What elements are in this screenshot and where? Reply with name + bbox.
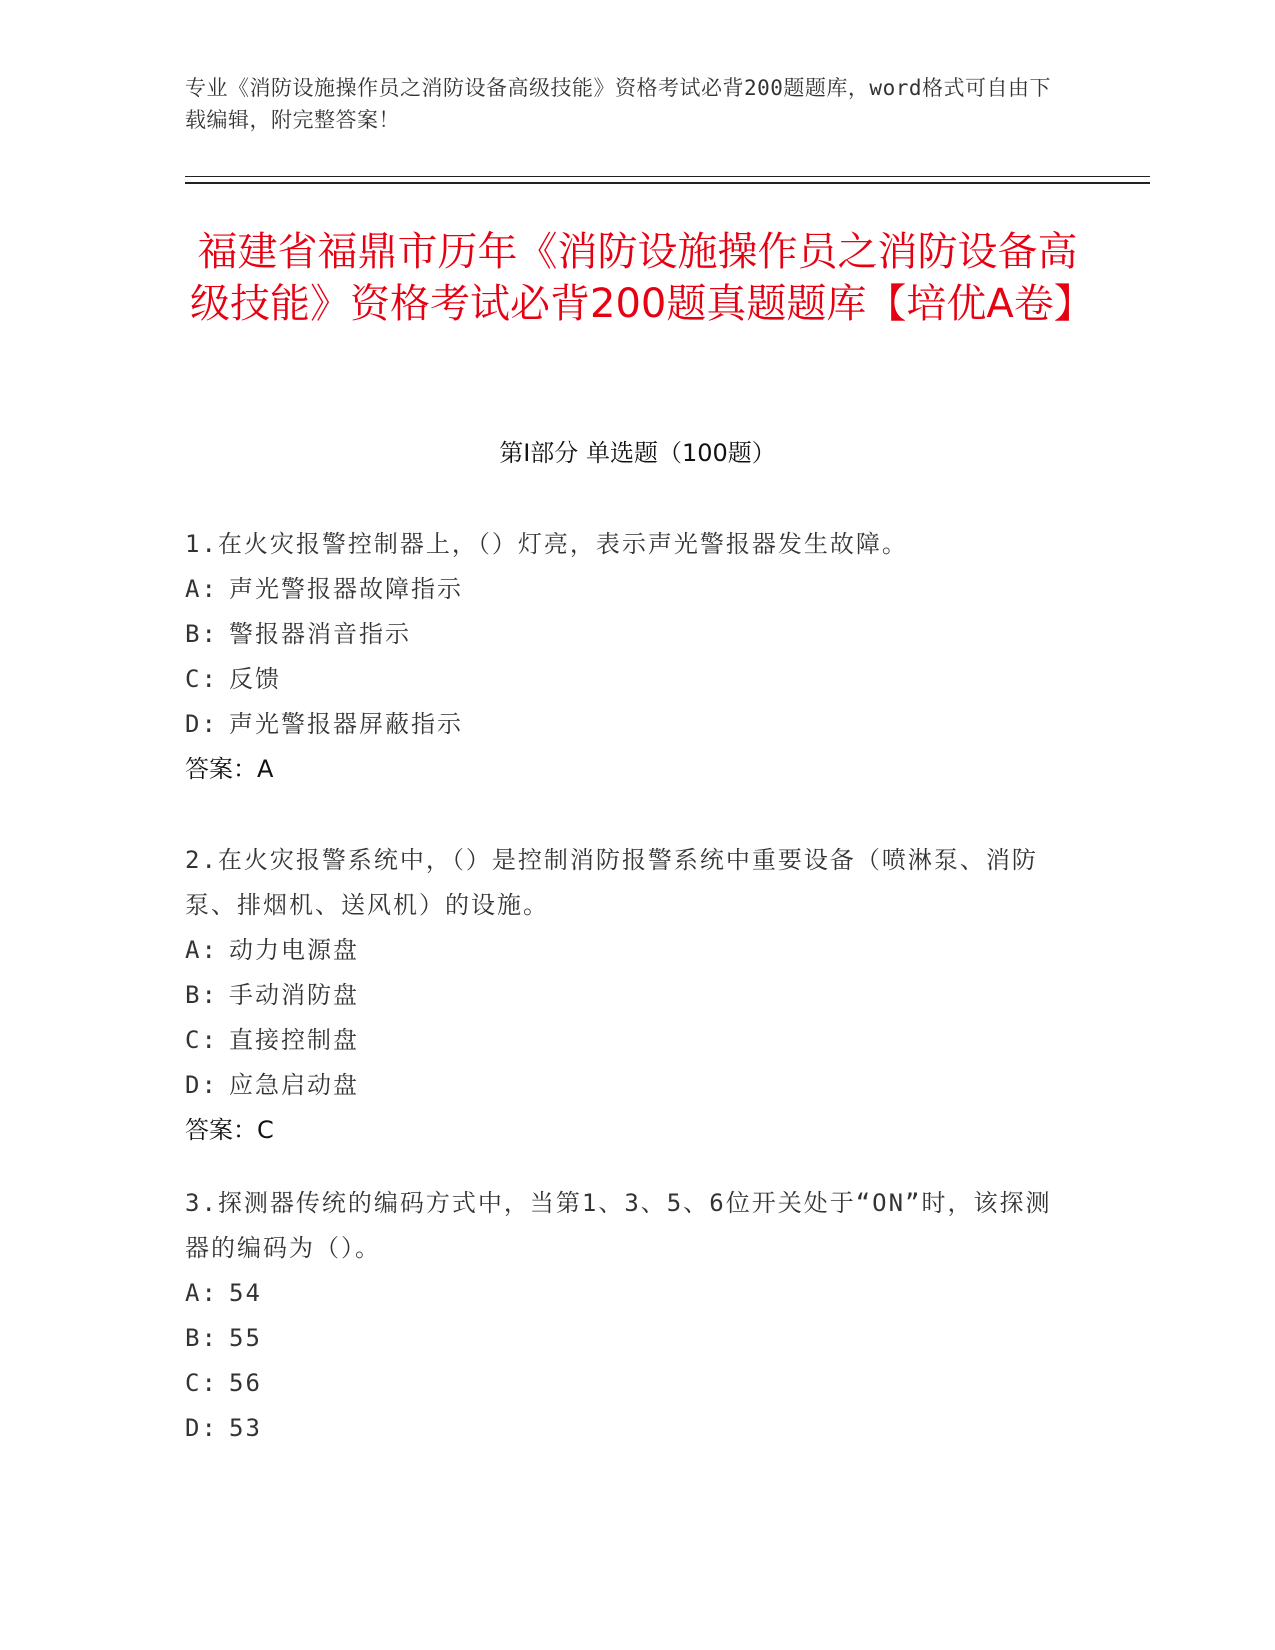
option-letter: B: [185, 981, 218, 1009]
option-text: 警报器消音指示 [229, 620, 411, 648]
option-letter: B: [185, 1324, 218, 1352]
option-text: 手动消防盘 [229, 981, 359, 1009]
option-d [185, 702, 1065, 747]
header-divider-thick [185, 182, 1150, 184]
option-letter: C: [185, 1369, 218, 1397]
option-letter: D: [185, 710, 218, 738]
option-letter: A: [185, 575, 218, 603]
document-title: 福建省福鼎市历年《消防设施操作员之消防设备高级技能》资格考试必背200题真题题库【培优A卷】 [190, 229, 1094, 327]
option-b [185, 1316, 1065, 1361]
question-3 [185, 1181, 1065, 1451]
question-stem: 3.探测器传统的编码方式中，当第1、3、5、6位开关处于“ON”时，该探测器的编码为（）。 [185, 1189, 1052, 1262]
option-text: 动力电源盘 [229, 936, 359, 964]
option-letter: C: [185, 1026, 218, 1054]
option-a [185, 567, 1065, 612]
option-letter: A: [185, 936, 218, 964]
option-c [185, 657, 1065, 702]
option-letter: A: [185, 1279, 218, 1307]
option-b [185, 973, 1065, 1018]
option-text: 55 [229, 1324, 262, 1352]
option-c [185, 1018, 1065, 1063]
answer: 答案：C [185, 1116, 274, 1144]
option-b [185, 612, 1065, 657]
option-letter: C: [185, 665, 218, 693]
option-text: 56 [229, 1369, 262, 1397]
question-2 [185, 838, 1065, 1153]
option-text: 声光警报器屏蔽指示 [229, 710, 463, 738]
option-text: 声光警报器故障指示 [229, 575, 463, 603]
option-letter: D: [185, 1071, 218, 1099]
header-note: 专业《消防设施操作员之消防设备高级技能》资格考试必背200题题库，word格式可自由下载编辑，附完整答案！ [185, 76, 1051, 132]
question-stem: 2.在火灾报警系统中，（）是控制消防报警系统中重要设备（喷淋泵、消防泵、排烟机、送风机）的设施。 [185, 846, 1038, 919]
header-divider-thin [185, 176, 1150, 177]
option-a [185, 1271, 1065, 1316]
question-1 [185, 522, 1065, 792]
option-letter: B: [185, 620, 218, 648]
option-d [185, 1063, 1065, 1108]
option-a [185, 928, 1065, 973]
option-text: 应急启动盘 [229, 1071, 359, 1099]
answer: 答案：A [185, 755, 274, 783]
option-c [185, 1361, 1065, 1406]
option-text: 直接控制盘 [229, 1026, 359, 1054]
section-title: 第Ⅰ部分 单选题（100题） [499, 439, 776, 467]
option-letter: D: [185, 1414, 218, 1442]
option-d [185, 1406, 1065, 1451]
option-text: 54 [229, 1279, 262, 1307]
option-text: 53 [229, 1414, 262, 1442]
question-stem: 1.在火灾报警控制器上，（）灯亮，表示声光警报器发生故障。 [185, 530, 908, 558]
option-text: 反馈 [229, 665, 281, 693]
